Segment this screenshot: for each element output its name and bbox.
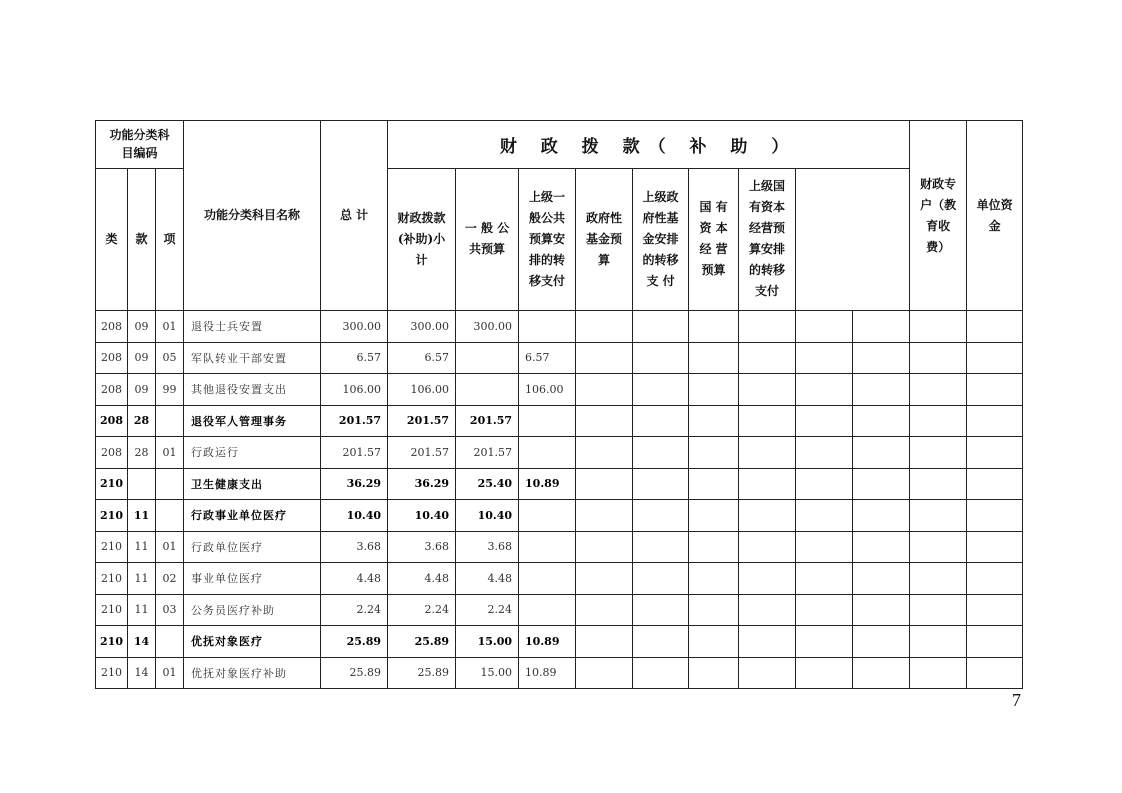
cell-fiscal-subtotal: 10.40 [388,500,456,532]
cell-unit-funds [853,626,910,658]
table-row [96,657,1023,689]
cell-gov-fund-budget [576,374,633,406]
cell-unit-funds [853,594,910,626]
cell-upper-state-capital-transfer [739,468,796,500]
cell-xiang: 02 [156,563,184,595]
cell-subject-name: 公务员医疗补助 [184,594,321,626]
cell-total: 201.57 [321,437,388,469]
cell-upper-general-transfer: 10.89 [519,657,576,689]
cell-non-fiscal-carryover [967,437,1023,469]
cell-general-budget: 3.68 [456,531,519,563]
cell-non-fiscal-carryover [967,626,1023,658]
header-code-group: 功能分类科 目编码 [96,121,184,169]
cell-fiscal-subtotal: 201.57 [388,437,456,469]
cell-gov-fund-budget [576,594,633,626]
cell-general-budget [456,342,519,374]
cell-xiang: 01 [156,531,184,563]
cell-general-budget: 2.24 [456,594,519,626]
cell-fiscal-carryover [910,563,967,595]
header-general-budget: 一 般 公 共预算 [456,168,519,310]
cell-total: 25.89 [321,657,388,689]
cell-unit-funds [853,500,910,532]
cell-kuan: 11 [128,563,156,595]
cell-gov-fund-budget [576,468,633,500]
cell-state-capital-budget [689,563,739,595]
cell-fiscal-subtotal: 106.00 [388,374,456,406]
cell-fiscal-carryover [910,311,967,343]
cell-special-account [796,626,853,658]
cell-xiang: 05 [156,342,184,374]
cell-state-capital-budget [689,594,739,626]
table-row [96,594,1023,626]
cell-kuan: 11 [128,594,156,626]
cell-xiang: 99 [156,374,184,406]
cell-total: 10.40 [321,500,388,532]
cell-total: 106.00 [321,374,388,406]
cell-state-capital-budget [689,311,739,343]
cell-non-fiscal-carryover [967,468,1023,500]
header-unit-funds: 单位资 金 [967,121,1023,311]
cell-unit-funds [853,405,910,437]
table-row [96,468,1023,500]
cell-xiang [156,468,184,500]
cell-subject-name: 优抚对象医疗 [184,626,321,658]
cell-special-account [796,437,853,469]
cell-special-account [796,374,853,406]
cell-total: 3.68 [321,531,388,563]
cell-unit-funds [853,374,910,406]
cell-subject-name: 事业单位医疗 [184,563,321,595]
cell-fiscal-carryover [910,531,967,563]
cell-unit-funds [853,563,910,595]
cell-general-budget: 10.40 [456,500,519,532]
cell-unit-funds [853,657,910,689]
cell-fiscal-carryover [910,468,967,500]
cell-total: 25.89 [321,626,388,658]
cell-upper-general-transfer [519,405,576,437]
table-row [96,405,1023,437]
cell-fiscal-carryover [910,594,967,626]
cell-gov-fund-budget [576,405,633,437]
cell-special-account [796,657,853,689]
cell-lei: 210 [96,594,128,626]
cell-subject-name: 行政单位医疗 [184,531,321,563]
cell-upper-state-capital-transfer [739,311,796,343]
cell-lei: 210 [96,657,128,689]
cell-fiscal-subtotal: 4.48 [388,563,456,595]
cell-general-budget: 15.00 [456,657,519,689]
cell-state-capital-budget [689,468,739,500]
cell-xiang: 03 [156,594,184,626]
cell-xiang: 01 [156,311,184,343]
cell-general-budget: 201.57 [456,437,519,469]
cell-special-account [796,594,853,626]
header-state-capital-budget: 国 有 资 本 经 营 预算 [689,168,739,310]
cell-non-fiscal-carryover [967,563,1023,595]
header-special-account: 财政专 户（教 育收 费） [910,121,967,311]
cell-gov-fund-budget [576,342,633,374]
cell-kuan: 28 [128,437,156,469]
cell-kuan: 09 [128,374,156,406]
table-row [96,531,1023,563]
table-row [96,437,1023,469]
cell-upper-general-transfer [519,531,576,563]
cell-xiang [156,626,184,658]
cell-upper-general-transfer [519,311,576,343]
cell-upper-gov-fund-transfer [633,563,689,595]
page-number: 7 [1012,690,1021,710]
cell-unit-funds [853,468,910,500]
cell-upper-general-transfer: 10.89 [519,468,576,500]
cell-upper-general-transfer: 106.00 [519,374,576,406]
cell-non-fiscal-carryover [967,531,1023,563]
cell-special-account [796,311,853,343]
header-upper-gov-fund-transfer: 上级政 府性基 金安排 的转移 支 付 [633,168,689,310]
cell-lei: 210 [96,626,128,658]
cell-non-fiscal-carryover [967,594,1023,626]
cell-upper-state-capital-transfer [739,657,796,689]
cell-total: 36.29 [321,468,388,500]
cell-xiang [156,500,184,532]
cell-upper-general-transfer [519,563,576,595]
header-fiscal-group: 财 政 拨 款（ 补 助 ） [388,121,910,169]
cell-kuan [128,468,156,500]
cell-lei: 210 [96,468,128,500]
cell-state-capital-budget [689,626,739,658]
table-row [96,626,1023,658]
cell-lei: 210 [96,500,128,532]
cell-kuan: 11 [128,531,156,563]
cell-subject-name: 行政运行 [184,437,321,469]
cell-non-fiscal-carryover [967,657,1023,689]
cell-special-account [796,468,853,500]
cell-upper-state-capital-transfer [739,563,796,595]
cell-lei: 208 [96,311,128,343]
cell-upper-gov-fund-transfer [633,405,689,437]
cell-lei: 208 [96,405,128,437]
cell-non-fiscal-carryover [967,374,1023,406]
cell-gov-fund-budget [576,657,633,689]
cell-general-budget: 25.40 [456,468,519,500]
cell-lei: 210 [96,563,128,595]
cell-upper-general-transfer [519,437,576,469]
cell-fiscal-subtotal: 36.29 [388,468,456,500]
cell-fiscal-subtotal: 25.89 [388,657,456,689]
cell-upper-gov-fund-transfer [633,374,689,406]
cell-state-capital-budget [689,500,739,532]
cell-kuan: 11 [128,500,156,532]
cell-general-budget [456,374,519,406]
cell-special-account [796,405,853,437]
cell-state-capital-budget [689,531,739,563]
cell-xiang [156,405,184,437]
cell-special-account [796,342,853,374]
cell-xiang: 01 [156,437,184,469]
cell-special-account [796,531,853,563]
cell-total: 201.57 [321,405,388,437]
cell-upper-general-transfer: 10.89 [519,626,576,658]
cell-upper-gov-fund-transfer [633,531,689,563]
table-row [96,311,1023,343]
cell-kuan: 14 [128,657,156,689]
cell-upper-gov-fund-transfer [633,311,689,343]
cell-total: 2.24 [321,594,388,626]
cell-non-fiscal-carryover [967,342,1023,374]
cell-upper-state-capital-transfer [739,405,796,437]
cell-upper-gov-fund-transfer [633,468,689,500]
cell-upper-state-capital-transfer [739,342,796,374]
header-lei: 类 [96,168,128,310]
cell-lei: 208 [96,374,128,406]
cell-non-fiscal-carryover [967,500,1023,532]
cell-upper-general-transfer [519,594,576,626]
cell-total: 4.48 [321,563,388,595]
cell-upper-gov-fund-transfer [633,657,689,689]
cell-total: 300.00 [321,311,388,343]
cell-general-budget: 4.48 [456,563,519,595]
cell-lei: 210 [96,531,128,563]
cell-fiscal-subtotal: 2.24 [388,594,456,626]
cell-subject-name: 行政事业单位医疗 [184,500,321,532]
header-kuan: 款 [128,168,156,310]
cell-general-budget: 15.00 [456,626,519,658]
cell-fiscal-subtotal: 201.57 [388,405,456,437]
cell-upper-gov-fund-transfer [633,437,689,469]
cell-unit-funds [853,342,910,374]
header-upper-general-transfer: 上级一 般公共 预算安 排的转 移支付 [519,168,576,310]
cell-subject-name: 优抚对象医疗补助 [184,657,321,689]
cell-state-capital-budget [689,657,739,689]
cell-unit-funds [853,311,910,343]
budget-table [95,120,1023,689]
cell-special-account [796,563,853,595]
header-xiang: 项 [156,168,184,310]
cell-upper-general-transfer: 6.57 [519,342,576,374]
cell-fiscal-subtotal: 25.89 [388,626,456,658]
header-upper-state-capital-transfer: 上级国 有资本 经营预 算安排 的转移 支付 [739,168,796,310]
cell-fiscal-carryover [910,500,967,532]
cell-upper-state-capital-transfer [739,594,796,626]
cell-fiscal-subtotal: 6.57 [388,342,456,374]
table-body [96,311,1023,689]
table-row [96,374,1023,406]
cell-fiscal-carryover [910,374,967,406]
cell-state-capital-budget [689,405,739,437]
cell-upper-general-transfer [519,500,576,532]
cell-upper-state-capital-transfer [739,531,796,563]
cell-general-budget: 300.00 [456,311,519,343]
cell-upper-state-capital-transfer [739,626,796,658]
cell-gov-fund-budget [576,311,633,343]
cell-gov-fund-budget [576,531,633,563]
cell-upper-gov-fund-transfer [633,500,689,532]
cell-gov-fund-budget [576,626,633,658]
table-row [96,342,1023,374]
cell-kuan: 09 [128,311,156,343]
cell-state-capital-budget [689,342,739,374]
cell-subject-name: 军队转业干部安置 [184,342,321,374]
cell-non-fiscal-carryover [967,405,1023,437]
cell-kuan: 14 [128,626,156,658]
header-subject-name: 功能分类科目名称 [184,121,321,311]
cell-xiang: 01 [156,657,184,689]
cell-subject-name: 退役士兵安置 [184,311,321,343]
cell-unit-funds [853,437,910,469]
cell-kuan: 28 [128,405,156,437]
cell-subject-name: 卫生健康支出 [184,468,321,500]
cell-fiscal-carryover [910,626,967,658]
cell-fiscal-subtotal: 300.00 [388,311,456,343]
cell-upper-gov-fund-transfer [633,626,689,658]
cell-non-fiscal-carryover [967,311,1023,343]
cell-gov-fund-budget [576,437,633,469]
cell-gov-fund-budget [576,500,633,532]
cell-upper-gov-fund-transfer [633,594,689,626]
cell-general-budget: 201.57 [456,405,519,437]
cell-lei: 208 [96,342,128,374]
cell-total: 6.57 [321,342,388,374]
cell-gov-fund-budget [576,563,633,595]
cell-fiscal-carryover [910,342,967,374]
cell-unit-funds [853,531,910,563]
table-row [96,563,1023,595]
cell-state-capital-budget [689,437,739,469]
cell-fiscal-subtotal: 3.68 [388,531,456,563]
cell-upper-gov-fund-transfer [633,342,689,374]
table-row [96,500,1023,532]
cell-special-account [796,500,853,532]
cell-fiscal-carryover [910,657,967,689]
cell-fiscal-carryover [910,437,967,469]
header-total: 总 计 [321,121,388,311]
cell-fiscal-carryover [910,405,967,437]
cell-subject-name: 其他退役安置支出 [184,374,321,406]
header-gov-fund-budget: 政府性 基金预 算 [576,168,633,310]
cell-upper-state-capital-transfer [739,374,796,406]
cell-subject-name: 退役军人管理事务 [184,405,321,437]
cell-kuan: 09 [128,342,156,374]
cell-state-capital-budget [689,374,739,406]
header-fiscal-subtotal: 财政拨款 (补助)小 计 [388,168,456,310]
cell-upper-state-capital-transfer [739,500,796,532]
cell-lei: 208 [96,437,128,469]
cell-upper-state-capital-transfer [739,437,796,469]
